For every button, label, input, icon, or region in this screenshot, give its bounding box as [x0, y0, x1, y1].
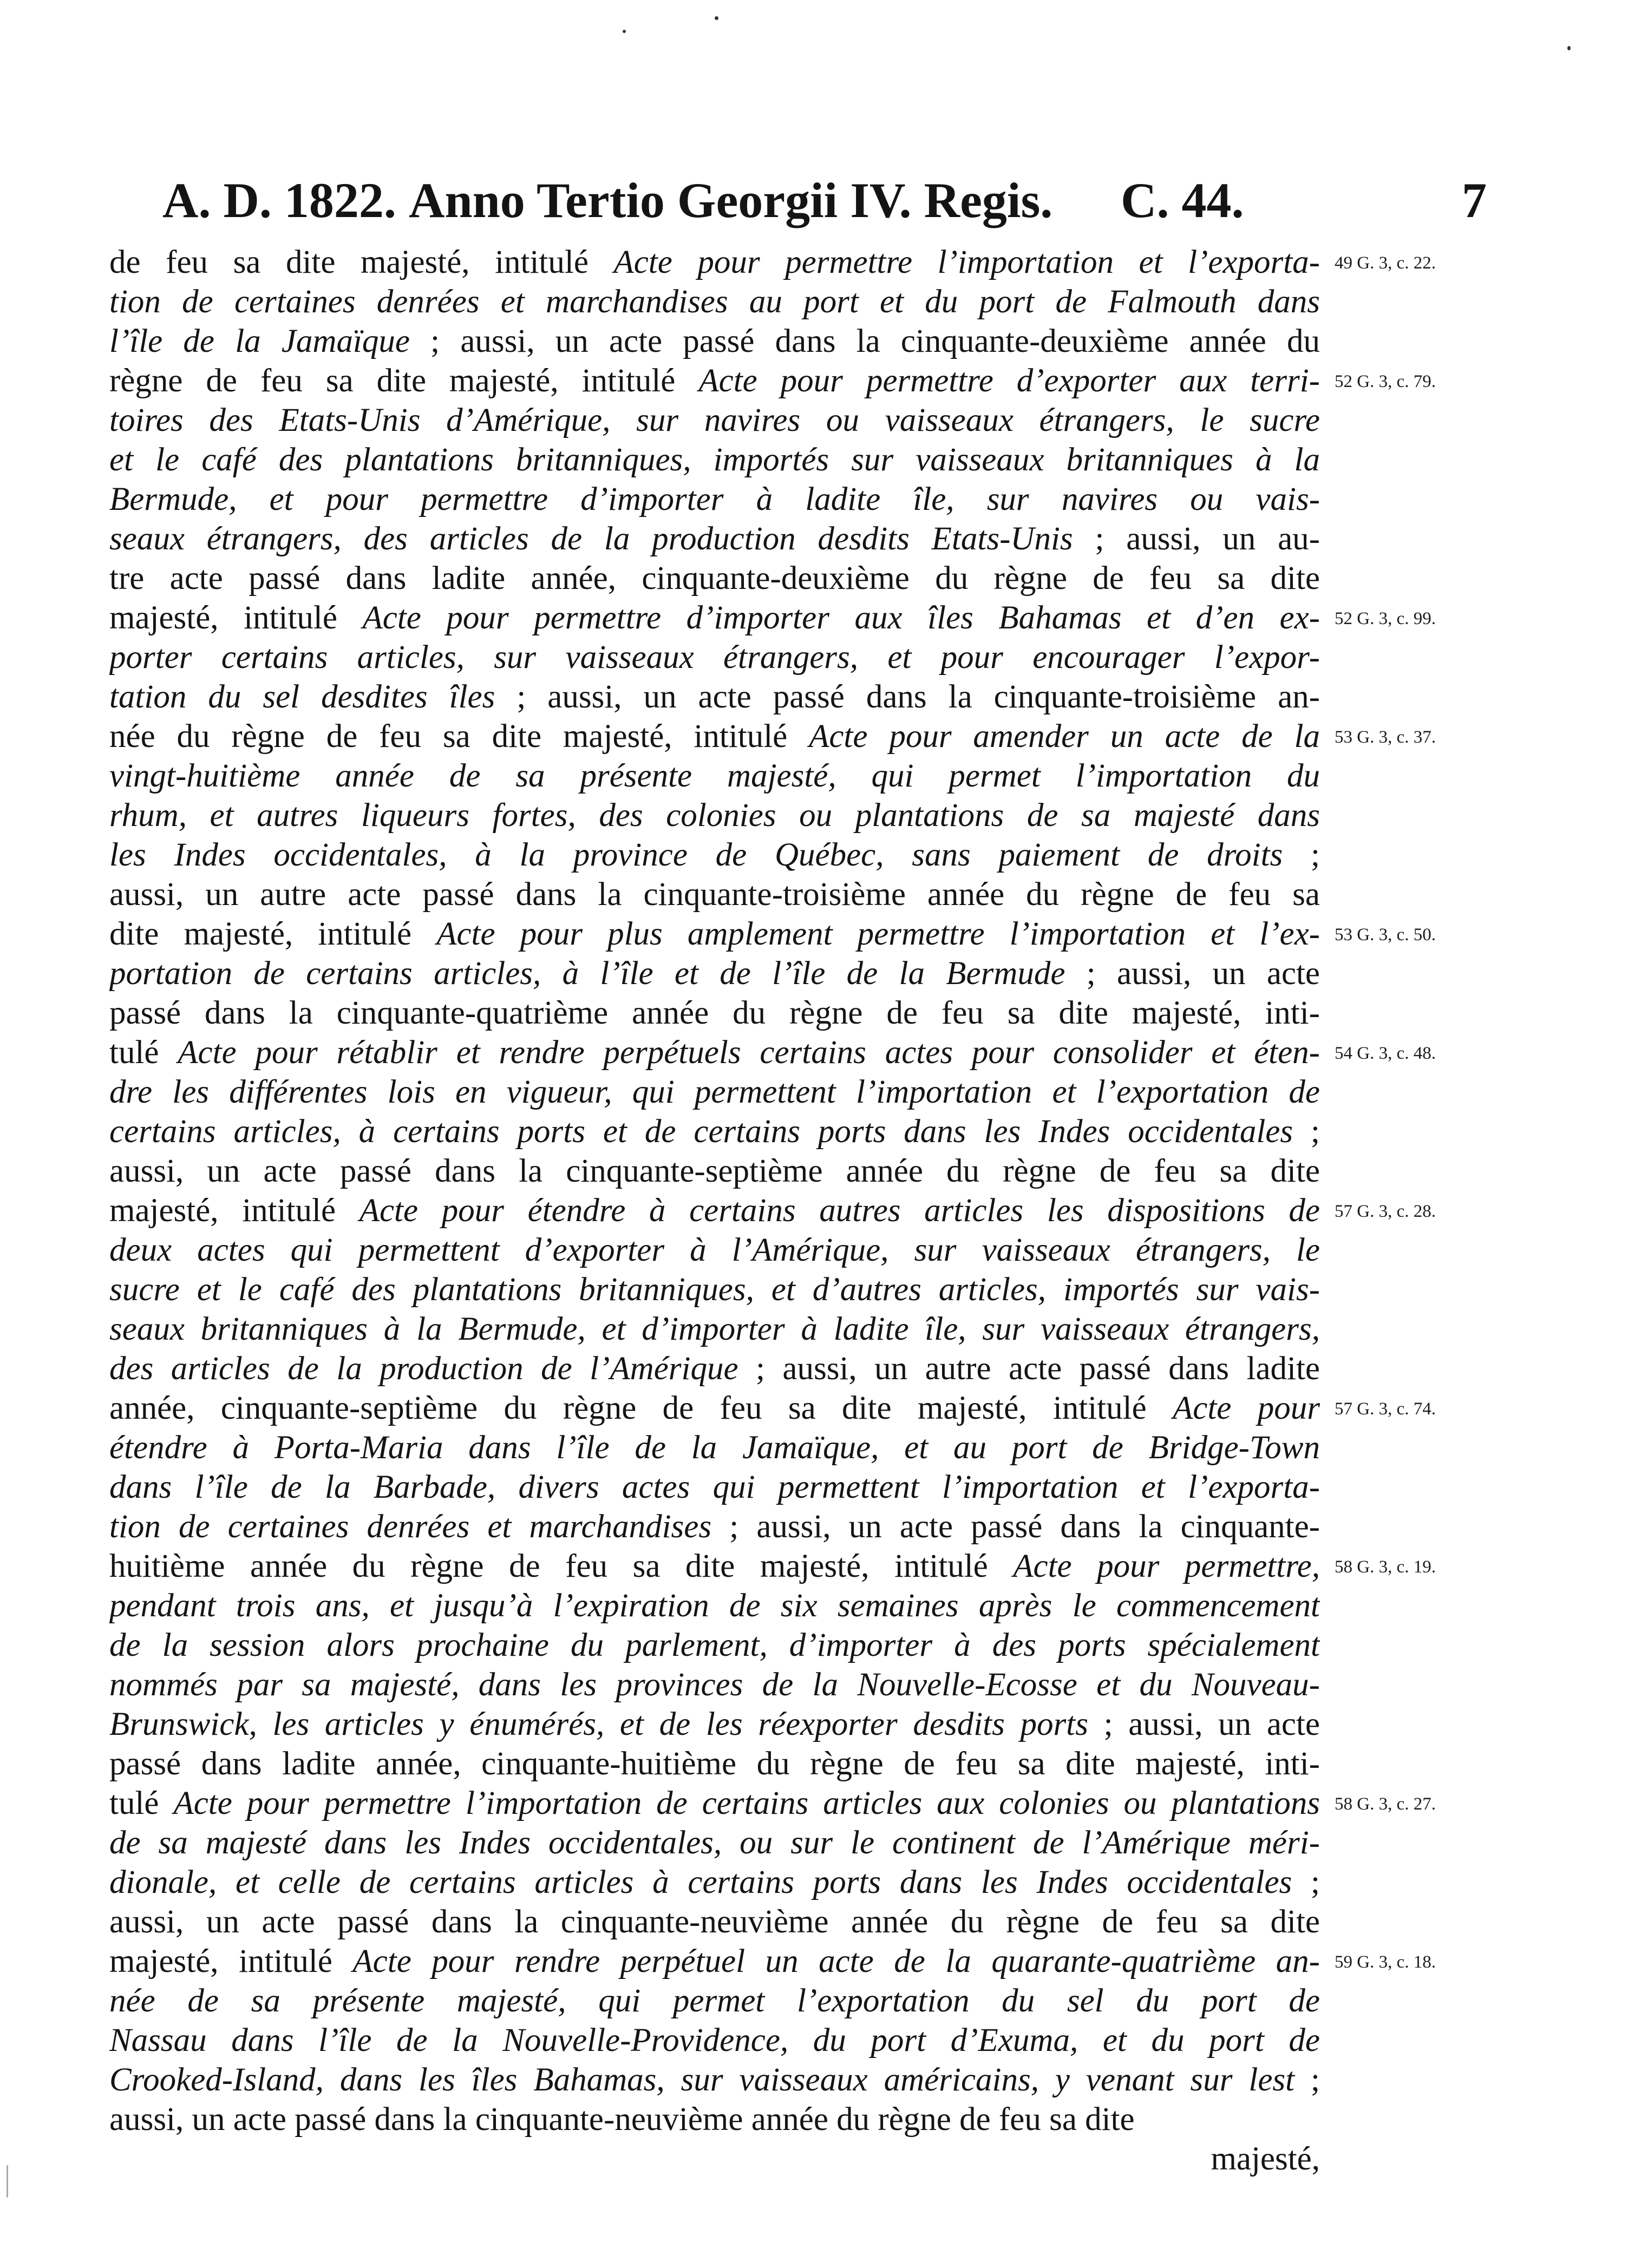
italic-act-title: Brunswick, les articles y énumérés, et de les réexporter desdits ports: [109, 1706, 1088, 1742]
text-run: ;: [1283, 837, 1320, 873]
text-line: [109, 282, 1320, 322]
margin-citation: 57 G. 3, c. 28.: [1335, 1202, 1436, 1221]
text-run: ; aussi, un au-: [1073, 521, 1320, 557]
text-line: [109, 1665, 1320, 1705]
margin-citation: 57 G. 3, c. 74.: [1335, 1399, 1436, 1419]
text-line: [109, 1072, 1320, 1112]
header-year: A. D. 1822.: [162, 173, 396, 228]
italic-act-title: née de sa présente majesté, qui permet l’exportation du sel du port de: [109, 1983, 1320, 2019]
text-line: [109, 1388, 1320, 1428]
italic-act-title: Nassau dans l’île de la Nouvelle-Providence, du port d’Exuma, et du port de: [109, 2022, 1320, 2059]
text-run: majesté, intitulé: [109, 1943, 353, 1979]
margin-citation: 53 G. 3, c. 37.: [1335, 727, 1436, 747]
text-line: [109, 914, 1320, 954]
text-line: [109, 1586, 1320, 1625]
italic-act-title: deux actes qui permettent d’exporter à l’Amérique, sur vaisseaux étrangers, le: [109, 1232, 1320, 1268]
header-title: Anno Tertio Georgii IV. Regis.: [409, 173, 1053, 228]
text-line: [109, 480, 1320, 519]
text-line: [109, 1625, 1320, 1665]
italic-act-title: dionale, et celle de certains articles à certains ports dans les Indes occidentales: [109, 1864, 1292, 1900]
italic-act-title: Acte pour rétablir et rendre perpétuels certains actes pour consolider et éten-: [178, 1034, 1320, 1071]
text-line: [109, 2021, 1320, 2060]
italic-act-title: Acte pour permettre d’exporter aux terri-: [698, 363, 1320, 399]
text-line: [109, 835, 1320, 875]
italic-act-title: tion de certaines denrées et marchandises: [109, 1509, 712, 1545]
text-line: [109, 1270, 1320, 1309]
text-run: ;: [1293, 1113, 1320, 1150]
text-run: huitième année du règne de feu sa dite majesté, intitulé: [109, 1548, 1014, 1584]
text-line: [109, 1705, 1320, 1744]
text-run: née du règne de feu sa dite majesté, intitulé: [109, 718, 809, 755]
italic-act-title: et le café des plantations britanniques, importés sur vaisseaux britanniques à la: [109, 442, 1320, 478]
italic-act-title: de sa majesté dans les Indes occidentales, ou sur le continent de l’Amérique méri-: [109, 1825, 1320, 1861]
italic-act-title: tion de certaines denrées et marchandises au port et du port de Falmouth dans: [109, 284, 1320, 320]
text-run: ;: [1295, 2062, 1320, 2098]
text-run: tre acte passé dans ladite année, cinquante-deuxième du règne de feu sa dite: [109, 560, 1320, 597]
margin-citation: 59 G. 3, c. 18.: [1335, 1952, 1436, 1972]
italic-act-title: Acte pour amender un acte de la: [809, 718, 1320, 755]
scan-speck: [715, 16, 718, 20]
text-run: passé dans la cinquante-quatrième année du règne de feu sa dite majesté, inti-: [109, 995, 1320, 1031]
text-run: année, cinquante-septième du règne de feu sa dite majesté, intitulé: [109, 1390, 1173, 1426]
text-line: [109, 1467, 1320, 1507]
running-header: [162, 160, 1487, 241]
text-run: dite majesté, intitulé: [109, 916, 437, 952]
scan-speck: [623, 30, 626, 33]
text-run: aussi, un acte passé dans la cinquante-septième année du règne de feu sa dite: [109, 1153, 1320, 1189]
text-line: [109, 1112, 1320, 1151]
text-run: ; aussi, un acte: [1065, 955, 1320, 992]
text-line: [109, 1823, 1320, 1863]
italic-act-title: dre les différentes lois en vigueur, qui permettent l’importation et l’exportation de: [109, 1074, 1320, 1110]
italic-act-title: étendre à Porta-Maria dans l’île de la Jamaïque, et au port de Bridge-Town: [109, 1430, 1320, 1466]
text-run: majesté, intitulé: [109, 600, 363, 636]
italic-act-title: Acte pour permettre l’importation de certains articles aux colonies ou plantations: [173, 1785, 1320, 1821]
text-run: tulé: [109, 1785, 174, 1821]
text-line: [109, 638, 1320, 677]
text-line: [109, 717, 1320, 756]
margin-citation: 58 G. 3, c. 27.: [1335, 1794, 1436, 1814]
italic-act-title: seaux britanniques à la Bermude, et d’importer à ladite île, sur vaisseaux étrangers,: [109, 1311, 1320, 1347]
text-run: ; aussi, un acte passé dans la cinquante-troisième an-: [495, 679, 1320, 715]
text-line: [109, 1744, 1320, 1784]
margin-citation: 52 G. 3, c. 79.: [1335, 372, 1436, 391]
text-line: [109, 1151, 1320, 1191]
text-line: [109, 2100, 1320, 2139]
text-line: [109, 2060, 1320, 2100]
text-line: [109, 559, 1320, 598]
italic-act-title: les Indes occidentales, à la province de Québec, sans paiement de droits: [109, 837, 1283, 873]
text-line: [109, 1428, 1320, 1467]
italic-act-title: toires des Etats-Unis d’Amérique, sur navires ou vaisseaux étrangers, le sucre: [109, 402, 1320, 438]
page-number: 7: [1462, 173, 1487, 228]
text-run: aussi, un autre acte passé dans la cinquante-troisième année du règne de feu sa: [109, 876, 1320, 913]
text-run: règne de feu sa dite majesté, intitulé: [109, 363, 699, 399]
text-run: ; aussi, un acte passé dans la cinquante-: [711, 1509, 1320, 1545]
text-run: aussi, un acte passé dans la cinquante-neuvième année du règne de feu sa dite: [109, 2101, 1135, 2138]
italic-act-title: sucre et le café des plantations britanniques, et d’autres articles, importés sur vais-: [109, 1271, 1320, 1308]
text-line: [109, 1230, 1320, 1270]
text-line: [109, 2139, 1320, 2179]
italic-act-title: Acte pour permettre d’importer aux îles Bahamas et d’en ex-: [362, 600, 1320, 636]
italic-act-title: Crooked-Island, dans les îles Bahamas, sur vaisseaux américains, y venant sur lest: [109, 2062, 1295, 2098]
italic-act-title: nommés par sa majesté, dans les provinces de la Nouvelle-Ecosse et du Nouveau-: [109, 1667, 1320, 1703]
italic-act-title: Acte pour rendre perpétuel un acte de la quarante-quatrième an-: [352, 1943, 1320, 1979]
italic-act-title: Acte pour permettre,: [1013, 1548, 1320, 1584]
text-line: [109, 440, 1320, 480]
text-line: [109, 796, 1320, 835]
italic-act-title: vingt-huitième année de sa présente majesté, qui permet l’importation du: [109, 758, 1320, 794]
body-text: [109, 242, 1320, 2179]
scan-speck: [6, 2165, 8, 2198]
text-run: ;: [1292, 1864, 1320, 1900]
text-run: aussi, un acte passé dans la cinquante-neuvième année du règne de feu sa dite: [109, 1904, 1320, 1940]
text-run: tulé: [109, 1034, 178, 1071]
italic-act-title: tation du sel desdites îles: [109, 679, 495, 715]
italic-act-title: rhum, et autres liqueurs fortes, des colonies ou plantations de sa majesté dans: [109, 797, 1320, 834]
italic-act-title: Acte pour étendre à certains autres articles les dispositions de: [359, 1192, 1320, 1229]
text-line: [109, 322, 1320, 361]
italic-act-title: Bermude, et pour permettre d’importer à ladite île, sur navires ou vais-: [109, 481, 1320, 517]
text-run: majesté,: [1211, 2141, 1320, 2177]
italic-act-title: des articles de la production de l’Amérique: [109, 1351, 738, 1387]
text-line: [109, 598, 1320, 638]
text-line: [109, 1784, 1320, 1823]
text-line: [109, 1033, 1320, 1072]
text-line: [109, 993, 1320, 1033]
text-line: [109, 1349, 1320, 1388]
margin-citation: 49 G. 3, c. 22.: [1335, 253, 1436, 273]
italic-act-title: de la session alors prochaine du parlement, d’importer à des ports spécialement: [109, 1627, 1320, 1663]
margin-citation: 53 G. 3, c. 50.: [1335, 925, 1436, 945]
text-run: majesté, intitulé: [109, 1192, 359, 1229]
scan-speck: [1567, 46, 1571, 50]
text-line: [109, 1309, 1320, 1349]
text-line: [109, 954, 1320, 993]
text-line: [109, 875, 1320, 914]
margin-citation: 52 G. 3, c. 99.: [1335, 609, 1436, 628]
text-line: [109, 1981, 1320, 2021]
italic-act-title: l’île de la Jamaïque: [109, 323, 410, 359]
italic-act-title: Acte pour permettre l’importation et l’exporta-: [613, 244, 1320, 280]
margin-citation: 58 G. 3, c. 19.: [1335, 1557, 1436, 1577]
text-line: [109, 401, 1320, 440]
italic-act-title: Acte pour: [1173, 1390, 1320, 1426]
text-line: [109, 756, 1320, 796]
text-run: ; aussi, un acte: [1088, 1706, 1320, 1742]
text-line: [109, 519, 1320, 559]
text-run: ; aussi, un acte passé dans la cinquante-deuxième année du: [409, 323, 1320, 359]
text-line: [109, 1902, 1320, 1942]
italic-act-title: pendant trois ans, et jusqu’à l’expiration de six semaines après le commencement: [109, 1588, 1320, 1624]
margin-citation: 54 G. 3, c. 48.: [1335, 1044, 1436, 1063]
text-line: [109, 1942, 1320, 1981]
italic-act-title: Acte pour plus amplement permettre l’importation et l’ex-: [436, 916, 1320, 952]
italic-act-title: portation de certains articles, à l’île et de l’île de la Bermude: [109, 955, 1065, 992]
text-line: [109, 361, 1320, 401]
italic-act-title: dans l’île de la Barbade, divers actes qui permettent l’importation et l’exporta-: [109, 1469, 1320, 1505]
header-chapter: C. 44.: [1121, 173, 1244, 228]
italic-act-title: porter certains articles, sur vaisseaux étrangers, et pour encourager l’expor-: [109, 639, 1320, 676]
text-run: de feu sa dite majesté, intitulé: [109, 244, 614, 280]
text-run: passé dans ladite année, cinquante-huitième du règne de feu sa dite majesté, inti-: [109, 1746, 1320, 1782]
text-line: [109, 1546, 1320, 1586]
text-line: [109, 242, 1320, 282]
italic-act-title: certains articles, à certains ports et de certains ports dans les Indes occidentales: [109, 1113, 1293, 1150]
text-line: [109, 1863, 1320, 1902]
italic-act-title: seaux étrangers, des articles de la production desdits Etats-Unis: [109, 521, 1073, 557]
text-run: ; aussi, un autre acte passé dans ladite: [738, 1351, 1320, 1387]
text-line: [109, 1191, 1320, 1230]
text-line: [109, 677, 1320, 717]
text-line: [109, 1507, 1320, 1546]
